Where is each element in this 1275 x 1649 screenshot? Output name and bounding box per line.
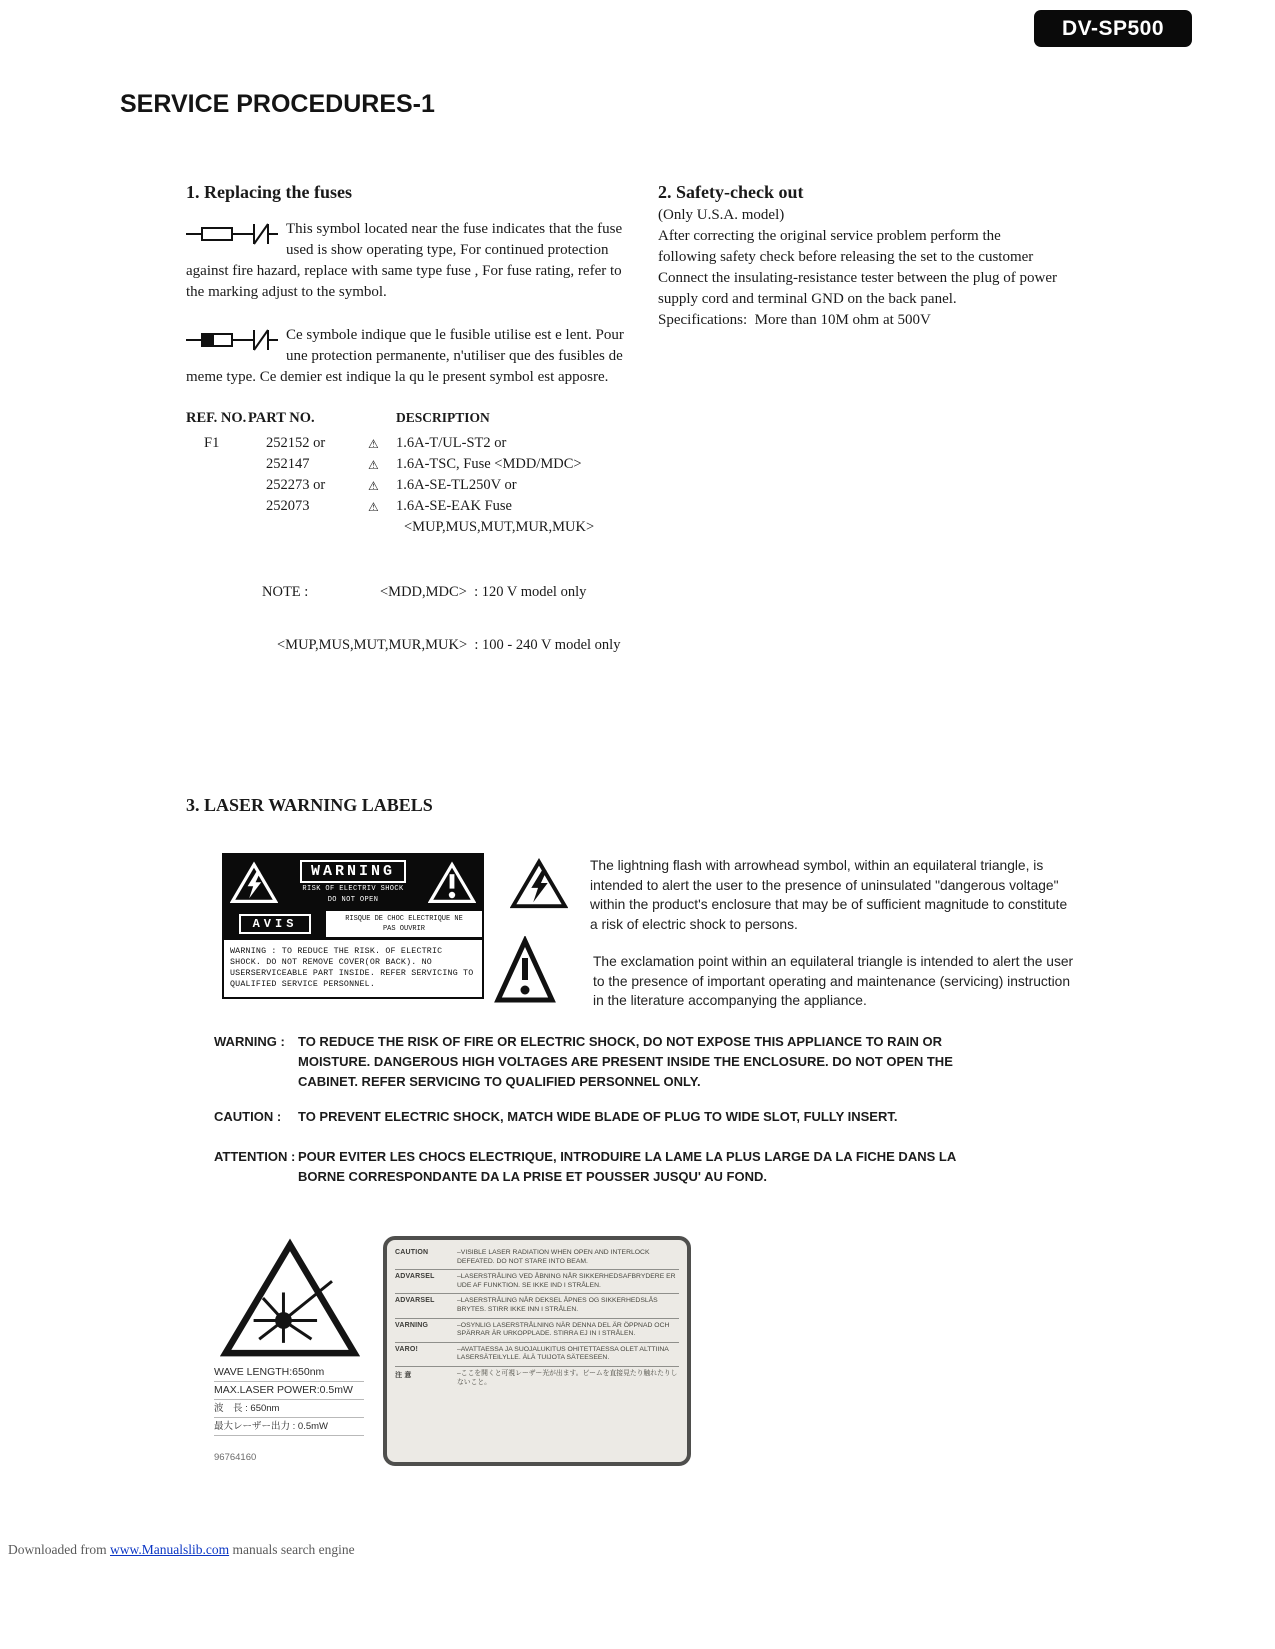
col-part-no: PART NO. <box>248 410 315 426</box>
section2-spec: Specifications: More than 10M ohm at 500V <box>658 312 931 328</box>
note-1: <MDD,MDC> : 120 V model only <box>380 584 587 600</box>
model-name: DV-SP500 <box>1061 16 1165 40</box>
model-badge <box>1034 10 1192 47</box>
risk-line-1: RISK OF ELECTRIV SHOCK <box>302 885 404 893</box>
manualslib-link[interactable]: www.Manualslib.com <box>109 1542 230 1557</box>
warning-triangle-icon: ⚠ <box>368 437 379 451</box>
caution-text: –LASERSTRÅLING VED ÅBNING NÅR SIKKERHEDSAFBRYDERE ER UDE AF FUNKTION. SE IKKE IND I STRÅLEN. <box>457 1273 676 1289</box>
section-replacing-fuses <box>186 182 630 690</box>
note-label: NOTE : <box>262 584 309 600</box>
max-laser-power: MAX.LASER POWER:0.5mW <box>214 1382 364 1400</box>
hazard-warning-label <box>222 853 484 999</box>
description: 1.6A-TSC, Fuse <MDD/MDC> <box>396 456 582 472</box>
lightning-triangle-icon <box>510 858 568 910</box>
exclamation-triangle-icon <box>428 861 476 905</box>
ref-no: F1 <box>204 435 220 451</box>
fuse-paragraph-fr <box>186 325 630 388</box>
section-safety-check <box>658 182 1058 331</box>
fuse-paragraph-en-text: This symbol located near the fuse indicates that the fuse used is show operating type, For continued protection against fire hazard, replace with same type fuse , For fuse rating, refer to the marking adjust to the symbol. <box>186 221 623 300</box>
caution-text: –AVATTAESSA JA SUOJALUKITUS OHITETTAESSA OLET ALTTIINA LASERSÄTEILYLLE. ÄLÄ TUIJOTA SÄTEESEEN. <box>457 1345 669 1362</box>
table-row <box>186 519 630 536</box>
lightning-triangle-icon <box>230 861 278 905</box>
avis-line-1: RISQUE DE CHOC ELECTRIQUE NE <box>345 915 463 923</box>
description: 1.6A-SE-TL250V or <box>396 477 517 493</box>
notice-label: WARNING : <box>214 1034 285 1049</box>
caution-row <box>395 1367 679 1390</box>
caution-lang: ADVARSEL <box>395 1273 435 1281</box>
page-title: SERVICE PROCEDURES-1 <box>120 90 435 118</box>
notice-text: TO REDUCE THE RISK OF FIRE OR ELECTRIC SHOCK, DO NOT EXPOSE THIS APPLIANCE TO RAIN OR MOISTURE. DANGEROUS HIGH VOLTAGES ARE PRESENT INSIDE THE ENCLOSURE. DO NOT OPEN THE CABINET. REFER SERVICING TO QUALIFIED PERSONNEL ONLY. <box>298 1034 953 1089</box>
fuse-symbol-icon <box>186 328 278 352</box>
wave-length: WAVE LENGTH:650nm <box>214 1364 364 1382</box>
caution-lang: 注 意 <box>395 1371 412 1379</box>
col-ref-no: REF. NO. <box>186 410 247 426</box>
warning-notice <box>214 1032 974 1092</box>
fuse-paragraph-en <box>186 219 630 303</box>
max-laser-power-jp: 最大レーザー出力 : 0.5mW <box>214 1418 364 1436</box>
caution-row <box>395 1270 679 1294</box>
caution-text: –OSYNLIG LASERSTRÅLNING NÄR DENNA DEL ÄR ÖPPNAD OCH SPÄRRAR ÄR URKOPPLADE. STIRRA EJ IN I STRÅLEN. <box>457 1321 670 1338</box>
fuse-symbol-icon <box>186 222 278 246</box>
attention-notice <box>214 1147 974 1187</box>
section3-title: 3. LASER WARNING LABELS <box>186 795 433 815</box>
hazard-label-top <box>224 855 482 909</box>
avis-line-2: PAS OUVRIR <box>382 925 425 933</box>
notice-label: CAUTION : <box>214 1109 282 1124</box>
caution-lang: ADVARSEL <box>395 1297 435 1305</box>
part-no: 252073 <box>266 498 310 514</box>
multilingual-caution-label <box>383 1236 691 1466</box>
wave-length-jp: 波 長 : 650nm <box>214 1400 364 1418</box>
footer-prefix: Downloaded from <box>8 1542 110 1557</box>
section2-title: 2. Safety-check out <box>658 182 804 202</box>
section1-title: 1. Replacing the fuses <box>186 182 352 202</box>
warning-triangle-icon: ⚠ <box>368 458 379 472</box>
notice-label: ATTENTION : <box>214 1149 296 1164</box>
warning-title: WARNING <box>300 860 406 883</box>
part-no: 252273 or <box>266 477 326 493</box>
notice-text: POUR EVITER LES CHOCS ELECTRIQUE, INTRODUIRE LA LAME LA PLUS LARGE DA LA FICHE DANS LA BORNE CORRESPONDANTE DA LA PRISE ET POUSSER JUSQU' AU FOND. <box>298 1149 956 1184</box>
warning-triangle-icon: ⚠ <box>368 500 379 514</box>
laser-warning-label <box>214 1238 364 1463</box>
risk-line-2: DO NOT OPEN <box>327 896 379 904</box>
description: 1.6A-SE-EAK Fuse <box>396 498 512 514</box>
table-row <box>186 477 630 495</box>
label-part-number: 96764160 <box>214 1452 257 1463</box>
caution-lang: CAUTION <box>395 1249 429 1256</box>
caution-row <box>395 1319 679 1343</box>
description: 1.6A-T/UL-ST2 or <box>396 435 507 451</box>
fuse-table-notes <box>186 550 630 690</box>
table-row <box>186 435 630 453</box>
caution-lang: VARO! <box>395 1345 419 1353</box>
part-no: 252147 <box>266 456 310 472</box>
caution-text: –ここを開くと可視レーザー光が出ます。ビームを直接見たり触れたりしないこと。 <box>457 1369 678 1386</box>
section2-subtitle: (Only U.S.A. model) <box>658 207 785 223</box>
footer-suffix: manuals search engine <box>229 1542 355 1557</box>
note-2: <MUP,MUS,MUT,MUR,MUK> : 100 - 240 V model only <box>277 637 621 653</box>
laser-label-text <box>214 1364 364 1436</box>
avis-row <box>224 911 482 937</box>
caution-row <box>395 1343 679 1367</box>
exclamation-explanation: The exclamation point within an equilateral triangle is intended to alert the user to the presence of important operating and maintenance (servicing) instruction in the literature accompanying the appliance. <box>593 954 1074 1008</box>
table-row <box>186 498 630 516</box>
exclamation-triangle-icon <box>494 936 556 1006</box>
warning-triangle-icon: ⚠ <box>368 479 379 493</box>
part-no: 252152 or <box>266 435 326 451</box>
notice-text: TO PREVENT ELECTRIC SHOCK, MATCH WIDE BLADE OF PLUG TO WIDE SLOT, FULLY INSERT. <box>298 1109 898 1124</box>
caution-lang: VARNING <box>395 1321 429 1329</box>
caution-text: –VISIBLE LASER RADIATION WHEN OPEN AND INTERLOCK DEFEATED. DO NOT STARE INTO BEAM. <box>457 1249 650 1265</box>
table-row <box>186 456 630 474</box>
fuse-paragraph-fr-text: Ce symbole indique que le fusible utilise est e lent. Pour une protection permanente, n'utiliser que des fusibles de meme type. Ce demier est indique la qu le present symbol est apposre. <box>186 327 624 385</box>
fuse-table <box>186 410 630 690</box>
caution-text: –LASERSTRÅLING NÅR DEKSEL ÅPNES OG SIKKERHEDSLÅS BRYTES. STIRR IKKE INN I STRÅLEN. <box>457 1297 658 1313</box>
avis-title: AVIS <box>239 914 312 934</box>
caution-row <box>395 1294 679 1318</box>
hazard-label-bottom-text: WARNING : TO REDUCE THE RISK. OF ELECTRIC SHOCK. DO NOT REMOVE COVER(OR BACK). NO USERSERVICEABLE PART INSIDE. REFER SERVICING TO QUALIFIED SERVICE PERSONNEL. <box>224 937 482 997</box>
caution-notice <box>214 1107 974 1127</box>
description: <MUP,MUS,MUT,MUR,MUK> <box>404 519 595 535</box>
col-description: DESCRIPTION <box>396 410 490 425</box>
fuse-table-header <box>186 410 630 427</box>
section2-body: After correcting the original service problem perform the following safety check before releasing the set to the customer Connect the insulating-resistance tester between the plug of power supply cord and terminal GND on the back panel. <box>658 228 1058 307</box>
laser-radiation-triangle-icon <box>220 1238 360 1360</box>
footer <box>8 1542 355 1558</box>
lightning-explanation: The lightning flash with arrowhead symbol, within an equilateral triangle, is intended to alert the user to the presence of uninsulated "dangerous voltage" within the product's enclosure that may be of sufficient magnitude to constitute a risk of electric shock to persons. <box>590 858 1068 932</box>
caution-row <box>395 1246 679 1270</box>
